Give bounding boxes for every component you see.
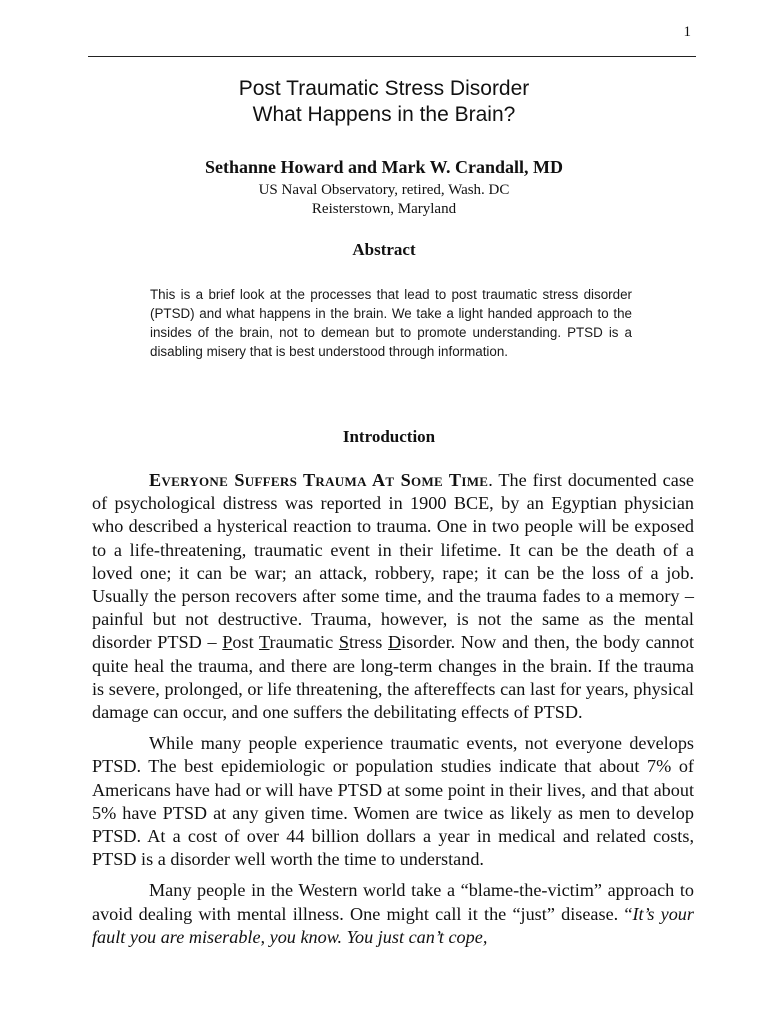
acronym-expansion bbox=[222, 632, 450, 652]
acronym-rest: ost bbox=[232, 632, 260, 653]
page-number: 1 bbox=[683, 24, 691, 40]
acronym-initial: D bbox=[388, 632, 402, 653]
acronym-rest: tress bbox=[348, 632, 389, 653]
abstract-heading: Abstract bbox=[352, 240, 416, 259]
paper-title bbox=[0, 76, 768, 128]
paragraph-3 bbox=[92, 879, 694, 949]
header-rule bbox=[88, 56, 696, 57]
introduction-body bbox=[92, 469, 694, 957]
paragraph-3-quote: It’s your fault you are miserable, you know. You just can’t cope, bbox=[92, 903, 694, 947]
paragraph-1 bbox=[92, 469, 694, 724]
affiliations bbox=[0, 181, 768, 219]
affiliation-line-1: US Naval Observatory, retired, Wash. DC bbox=[258, 182, 510, 198]
authors: Sethanne Howard and Mark W. Crandall, MD bbox=[204, 157, 564, 177]
acronym-initial: T bbox=[259, 632, 270, 653]
acronym-initial: P bbox=[222, 632, 233, 653]
title-line-2: What Happens in the Brain? bbox=[252, 103, 516, 126]
acronym-rest: isorder bbox=[401, 632, 451, 653]
acronym-rest: raumatic bbox=[269, 632, 339, 653]
abstract-text: This is a brief look at the processes that lead to post traumatic stress disorder (PTSD) and what happens in the brain. We take a light handed approach to the insides of the brain, not to demean but to promote understanding. PTSD is a disabling misery that is best understood through information. bbox=[150, 287, 632, 359]
title-line-1: Post Traumatic Stress Disorder bbox=[238, 77, 530, 100]
paragraph-3-text: Many people in the Western world take a “blame-the-victim” approach to avoid dealing with mental illness. One might call it the “just” disease. “ bbox=[92, 880, 694, 924]
paragraph-1-text-b: . Now and then, the body cannot quite heal the trauma, and there are long-term changes in the brain. If the trauma is severe, prolonged, or life threatening, the aftereffects can last for years, physical damage can occur, and one suffers the debilitating effects of PTSD. bbox=[92, 632, 694, 723]
introduction-heading: Introduction bbox=[342, 427, 436, 446]
paragraph-lead-in: Everyone Suffers Trauma At Some Time bbox=[149, 470, 489, 490]
affiliation-line-2: Reisterstown, Maryland bbox=[311, 201, 457, 217]
paragraph-2: While many people experience traumatic events, not everyone develops PTSD. The best epidemiologic or population studies indicate that about 7% of Americans have had or will have PTSD at some point in their lives, and that about 5% have PTSD at any given time. Women are twice as likely as men to develop PTSD. At a cost of over 44 billion dollars a year in medical and related costs, PTSD is a disorder well worth the time to understand. bbox=[92, 733, 694, 870]
acronym-initial: S bbox=[338, 632, 349, 653]
paragraph-1-text-a: . The first documented case of psychological distress was reported in 1900 BCE, by an Egyptian physician who described a hysterical reaction to trauma. One in two people will be exposed to a life-threatening, traumatic event in their lifetime. It can be the death of a loved one; it can be war; an attack, robbery, rape; it can be the loss of a job. Usually the person recovers after some time, and the trauma fades to a memory – painful but not destructive. Trauma, however, is not the same as the mental disorder PTSD – bbox=[92, 470, 694, 653]
